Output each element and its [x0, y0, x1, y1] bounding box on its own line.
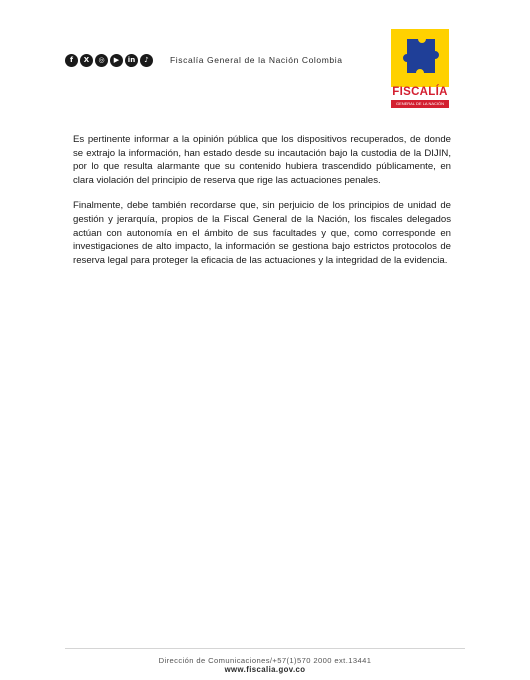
youtube-icon[interactable]: ▶	[110, 54, 123, 67]
footer-divider	[65, 648, 465, 649]
linkedin-icon[interactable]: in	[125, 54, 138, 67]
footer-website-link[interactable]: www.fiscalia.gov.co	[224, 665, 306, 674]
facebook-icon[interactable]: f	[65, 54, 78, 67]
document-header	[0, 0, 530, 110]
x-icon[interactable]: X	[80, 54, 93, 67]
document-body	[73, 133, 451, 279]
footer-contact: Dirección de Comunicaciones/+57(1)570 2000 ext.13441	[158, 656, 372, 665]
logo-yellow-box	[391, 29, 449, 87]
paragraph: Es pertinente informar a la opinión pública que los dispositivos recuperados, de donde se extrajo la información, han estado desde su incautación bajo la custodia de la DIJIN, por lo que resulta alarmante que su contenido hubiera trascendido públicamente, en clara violación del principio de reserva que rige las actuaciones penales.	[73, 134, 451, 186]
puzzle-icon	[391, 29, 449, 87]
social-icons	[65, 54, 153, 67]
logo-subtitle: GENERAL DE LA NACIÓN	[391, 100, 449, 108]
fiscalia-logo	[391, 29, 449, 109]
paragraph: Finalmente, debe también recordarse que, sin perjuicio de los principios de unidad de gestión y jerarquía, propios de la Fiscal General de la Nación, los fiscales delegados actúan con autonomía en el ámbito de sus facultades y que, como corresponde en investigaciones de alto impacto, la información se gestiona bajo estrictos protocolos de reserva legal para proteger la eficacia de las actuaciones y la integridad de la evidencia.	[73, 200, 451, 266]
tiktok-icon[interactable]: ♪	[140, 54, 153, 67]
logo-word: FISCALÍA	[392, 86, 448, 98]
org-name: Fiscalía General de la Nación Colombia	[170, 55, 343, 65]
instagram-icon[interactable]: ◎	[95, 54, 108, 67]
